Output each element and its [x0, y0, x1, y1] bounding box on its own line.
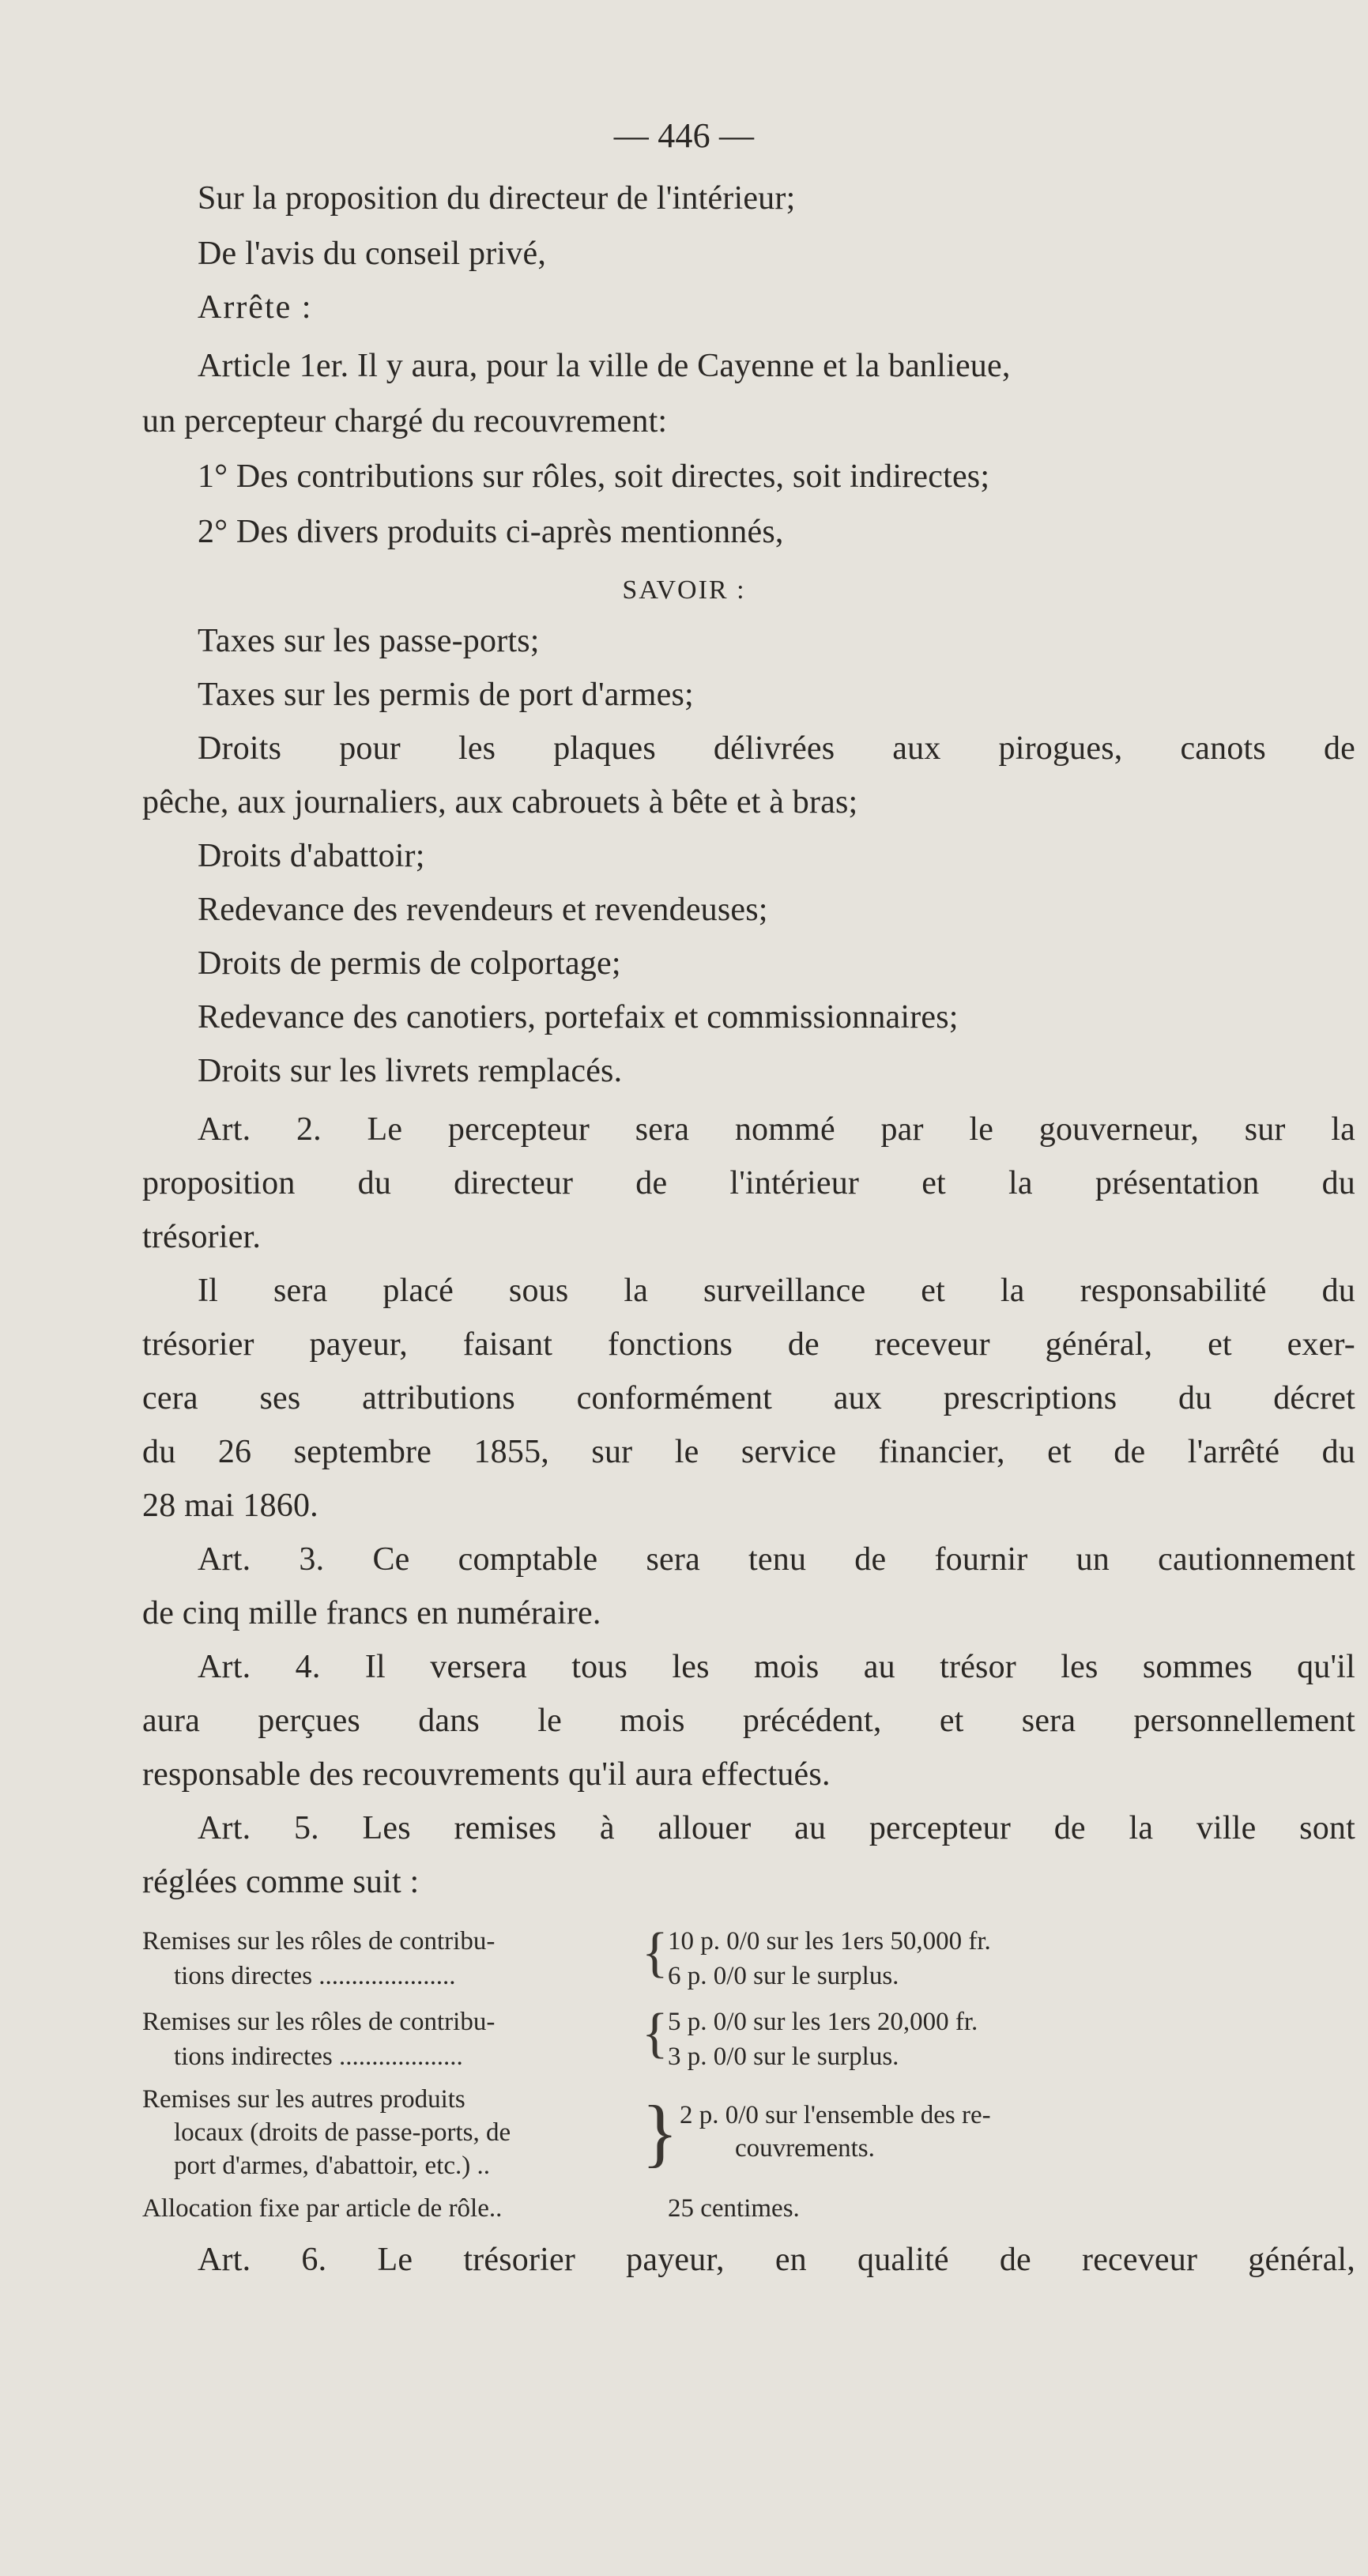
remise-rate-line: 10 p. 0/0 sur les 1ers 50,000 fr. — [668, 1927, 991, 1956]
text-line: Taxes sur les passe-ports; — [198, 623, 540, 659]
brace-icon: { — [642, 2003, 669, 2064]
remise-rate-line: 25 centimes. — [668, 2194, 800, 2223]
text-line: Redevance des canotiers, portefaix et commissionnaires; — [198, 999, 959, 1035]
savoir-heading: SAVOIR : — [622, 575, 746, 605]
text-line: 2° Des divers produits ci-après mentionnés, — [198, 514, 784, 550]
text-line: proposition du directeur de l'intérieur et la présentation du — [142, 1165, 1355, 1201]
text-line: Art. 4. Il versera tous les mois au trésor les sommes qu'il — [198, 1649, 1355, 1685]
text-line: pêche, aux journaliers, aux cabrouets à bête et à bras; — [142, 784, 858, 820]
remise-label-line: locaux (droits de passe-ports, de — [174, 2118, 511, 2147]
text-line: De l'avis du conseil privé, — [198, 236, 547, 272]
text-line: de cinq mille francs en numéraire. — [142, 1595, 601, 1631]
text-line: Droits sur les livrets remplacés. — [198, 1053, 623, 1089]
brace-icon: { — [642, 1922, 669, 1983]
text-line: Art. 2. Le percepteur sera nommé par le gouverneur, sur la — [198, 1111, 1355, 1148]
text-line: trésorier. — [142, 1219, 262, 1255]
remise-label-line: Remises sur les rôles de contribu- — [142, 2008, 496, 2036]
brace-icon: } — [642, 2090, 679, 2174]
remise-rate-line: couvrements. — [735, 2134, 875, 2163]
remise-label-line: tions directes ..................... — [174, 1962, 456, 1990]
remise-label-line: port d'armes, d'abattoir, etc.) .. — [174, 2152, 491, 2180]
text-line: Art. 6. Le trésorier payeur, en qualité de receveur général, — [198, 2242, 1355, 2278]
remise-label-line: Remises sur les autres produits — [142, 2085, 465, 2114]
text-line: du 26 septembre 1855, sur le service financier, et de l'arrêté du — [142, 1434, 1355, 1470]
text-line: trésorier payeur, faisant fonctions de receveur général, et exer- — [142, 1326, 1355, 1363]
arrete-heading: Arrête : — [198, 289, 313, 326]
remise-rate-line: 3 p. 0/0 sur le surplus. — [668, 2042, 899, 2071]
text-line: Il sera placé sous la surveillance et la responsabilité du — [198, 1273, 1355, 1309]
text-line: un percepteur chargé du recouvrement: — [142, 403, 668, 439]
text-line: réglées comme suit : — [142, 1864, 420, 1900]
remise-rate-line: 2 p. 0/0 sur l'ensemble des re- — [680, 2101, 991, 2129]
text-line: 1° Des contributions sur rôles, soit directes, soit indirectes; — [198, 458, 990, 495]
text-line: Art. 3. Ce comptable sera tenu de fournir un cautionnement — [198, 1541, 1355, 1578]
text-line: Sur la proposition du directeur de l'intérieur; — [198, 180, 796, 217]
page-number: — 446 — — [613, 116, 755, 155]
text-line: cera ses attributions conformément aux prescriptions du décret — [142, 1380, 1355, 1416]
text-line: responsable des recouvrements qu'il aura effectués. — [142, 1756, 831, 1793]
text-line: 28 mai 1860. — [142, 1488, 318, 1524]
text-line: Droits pour les plaques délivrées aux pirogues, canots de — [198, 730, 1355, 767]
remise-rate-line: 5 p. 0/0 sur les 1ers 20,000 fr. — [668, 2008, 978, 2036]
remise-label-line: Remises sur les rôles de contribu- — [142, 1927, 496, 1956]
remise-label-line: Allocation fixe par article de rôle.. — [142, 2194, 503, 2223]
text-line: Art. 5. Les remises à allouer au percepteur de la ville sont — [198, 1810, 1355, 1846]
text-line: Redevance des revendeurs et revendeuses; — [198, 892, 768, 928]
text-line: Droits d'abattoir; — [198, 838, 425, 874]
text-line: Taxes sur les permis de port d'armes; — [198, 677, 694, 713]
text-line: Article 1er. Il y aura, pour la ville de Cayenne et la banlieue, — [198, 348, 1011, 384]
remise-rate-line: 6 p. 0/0 sur le surplus. — [668, 1962, 899, 1990]
remise-label-line: tions indirectes ................... — [174, 2042, 463, 2071]
text-line: aura perçues dans le mois précédent, et sera personnellement — [142, 1703, 1355, 1739]
text-line: Droits de permis de colportage; — [198, 945, 621, 982]
